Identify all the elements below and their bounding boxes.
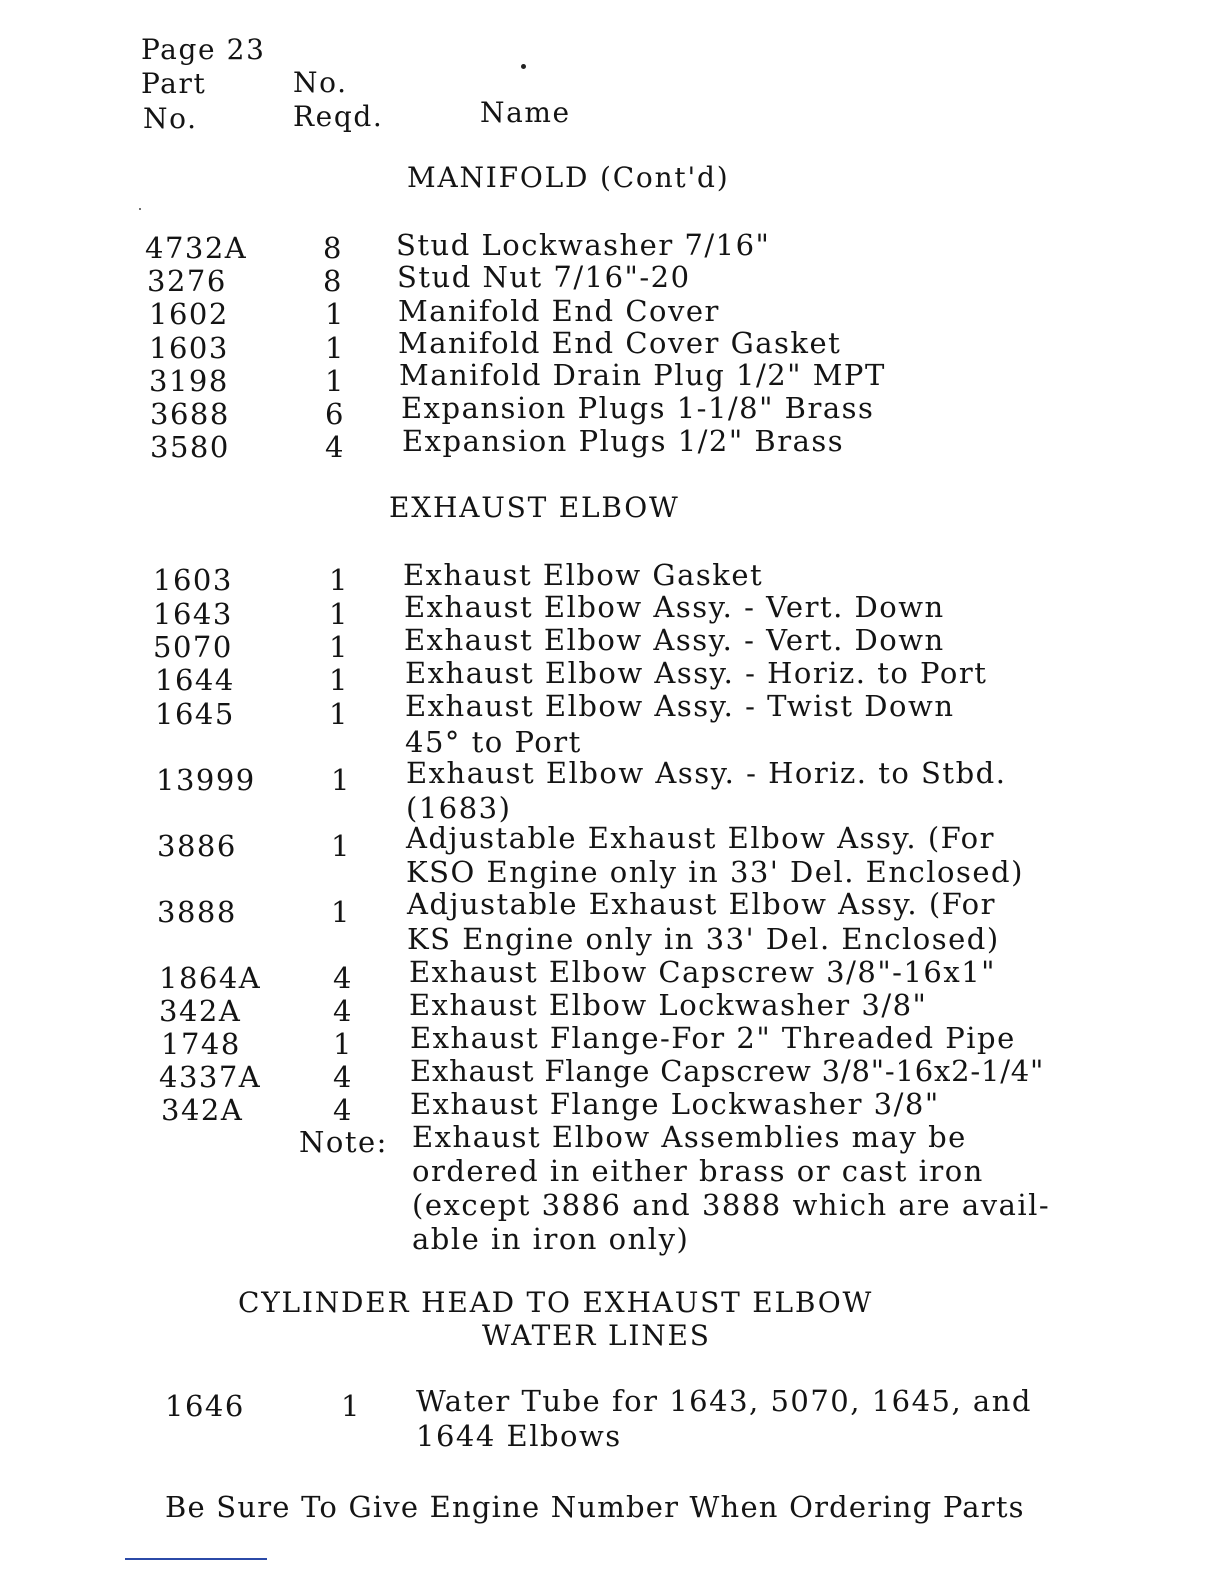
- quantity: 4: [333, 1060, 353, 1094]
- part-number: 3688: [150, 397, 230, 431]
- part-number: 1646: [165, 1389, 245, 1423]
- part-name: Exhaust Flange Lockwasher 3/8": [410, 1087, 940, 1121]
- part-number: 1644: [155, 663, 235, 697]
- qty-header-line1: No.: [293, 66, 348, 99]
- quantity: 8: [323, 264, 343, 298]
- part-no-header-line2: No.: [143, 102, 198, 135]
- part-name: Exhaust Elbow Lockwasher 3/8": [409, 988, 928, 1022]
- ink-dot: [521, 64, 526, 69]
- part-name: Exhaust Elbow Assy. - Vert. Down: [404, 623, 945, 657]
- part-name: Exhaust Elbow Assy. - Vert. Down: [404, 590, 945, 624]
- page-number: Page 23: [141, 33, 266, 66]
- part-name: Exhaust Flange Capscrew 3/8"-16x2-1/4": [410, 1054, 1045, 1088]
- quantity: 1: [333, 1027, 353, 1061]
- part-number: 1602: [149, 297, 229, 331]
- note-text-line: Exhaust Elbow Assemblies may be: [412, 1120, 967, 1154]
- quantity: 1: [329, 697, 349, 731]
- part-name: Exhaust Elbow Assy. - Horiz. to Port: [405, 656, 988, 690]
- quantity: 4: [333, 994, 353, 1028]
- part-name: Exhaust Elbow Capscrew 3/8"-16x1": [409, 955, 997, 989]
- ordering-footer-note: Be Sure To Give Engine Number When Ordering Parts: [165, 1490, 1025, 1524]
- part-name: Adjustable Exhaust Elbow Assy. (For: [406, 821, 995, 855]
- part-number: 3198: [149, 364, 229, 398]
- quantity: 1: [331, 763, 351, 797]
- quantity: 1: [329, 597, 349, 631]
- part-name-continuation: KS Engine only in 33' Del. Enclosed): [407, 922, 1000, 956]
- part-name: Exhaust Flange-For 2" Threaded Pipe: [410, 1021, 1016, 1055]
- part-number: 1603: [149, 331, 229, 365]
- quantity: 1: [331, 829, 351, 863]
- ink-speck: [139, 208, 141, 210]
- section-title-manifold: MANIFOLD (Cont'd): [407, 161, 730, 194]
- quantity: 4: [325, 430, 345, 464]
- part-name: Exhaust Elbow Assy. - Horiz. to Stbd.: [406, 756, 1007, 790]
- section-title-water-lines-line2: WATER LINES: [482, 1319, 711, 1352]
- part-number: 4337A: [159, 1060, 262, 1094]
- part-number: 342A: [161, 1093, 244, 1127]
- part-number: 13999: [156, 763, 256, 797]
- note-label: Note:: [299, 1125, 388, 1159]
- part-number: 1643: [153, 597, 233, 631]
- quantity: 6: [325, 397, 345, 431]
- quantity: 4: [333, 1093, 353, 1127]
- part-number: 3580: [150, 430, 230, 464]
- part-name: Stud Lockwasher 7/16": [396, 228, 771, 262]
- part-number: 1645: [155, 697, 235, 731]
- quantity: 4: [333, 961, 353, 995]
- part-name: Exhaust Elbow Gasket: [403, 558, 764, 592]
- quantity: 1: [325, 331, 345, 365]
- quantity: 8: [323, 231, 343, 265]
- name-header: Name: [480, 96, 571, 129]
- scan-edge-line: [125, 1558, 267, 1560]
- section-title-water-lines-line1: CYLINDER HEAD TO EXHAUST ELBOW: [238, 1286, 874, 1319]
- part-name: Manifold Drain Plug 1/2" MPT: [399, 358, 886, 392]
- part-name: Stud Nut 7/16"-20: [397, 260, 691, 294]
- part-name: Expansion Plugs 1/2" Brass: [402, 424, 845, 458]
- part-number: 5070: [153, 630, 233, 664]
- note-text-line: able in iron only): [412, 1222, 690, 1256]
- part-number: 1864A: [159, 961, 262, 995]
- quantity: 1: [329, 630, 349, 664]
- part-number: 342A: [159, 994, 242, 1028]
- part-no-header-line1: Part: [141, 67, 207, 100]
- part-number: 3276: [147, 264, 227, 298]
- quantity: 1: [331, 895, 351, 929]
- note-text-line: (except 3886 and 3888 which are avail-: [412, 1188, 1051, 1222]
- part-name-continuation: (1683): [406, 791, 512, 825]
- qty-header-line2: Reqd.: [293, 100, 384, 133]
- quantity: 1: [341, 1389, 361, 1423]
- section-title-exhaust-elbow: EXHAUST ELBOW: [389, 491, 680, 524]
- part-name: Manifold End Cover: [398, 294, 720, 328]
- part-name: Manifold End Cover Gasket: [398, 326, 842, 360]
- part-number: 3886: [157, 829, 237, 863]
- part-number: 1603: [153, 563, 233, 597]
- part-name: Expansion Plugs 1-1/8" Brass: [401, 391, 875, 425]
- part-name-continuation: KSO Engine only in 33' Del. Enclosed): [406, 855, 1024, 889]
- part-number: 3888: [157, 895, 237, 929]
- quantity: 1: [325, 297, 345, 331]
- part-name-continuation: 1644 Elbows: [416, 1419, 622, 1453]
- part-name: Exhaust Elbow Assy. - Twist Down: [405, 689, 955, 723]
- part-number: 4732A: [145, 231, 248, 265]
- note-text-line: ordered in either brass or cast iron: [412, 1154, 984, 1188]
- part-name: Water Tube for 1643, 5070, 1645, and: [416, 1384, 1032, 1418]
- quantity: 1: [329, 663, 349, 697]
- quantity: 1: [329, 563, 349, 597]
- part-number: 1748: [161, 1027, 241, 1061]
- part-name-continuation: 45° to Port: [405, 725, 582, 759]
- part-name: Adjustable Exhaust Elbow Assy. (For: [407, 887, 996, 921]
- quantity: 1: [325, 364, 345, 398]
